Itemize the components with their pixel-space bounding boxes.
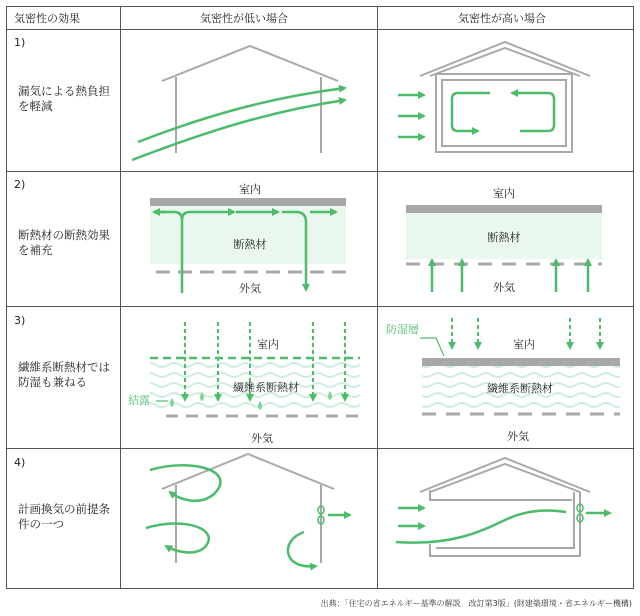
uncontrolled-airflow-loops [146,465,316,566]
house-low-airtightness-row4 [162,454,334,563]
house-low-airtightness-row1 [162,46,338,153]
row-number-3: 3) [14,314,26,327]
vapor-barrier-label: 防湿層 [386,323,419,336]
insulation-label-low-row2: 断熱材 [233,238,267,251]
indoor-label-high-row3: 室内 [513,338,535,351]
supply-air-arrows [398,508,424,526]
row-label-4: 計画換気の前提条件の一つ [18,502,110,531]
row-number-1: 1) [14,36,26,49]
fiber-insulation-label-low-row3: 繊維系断熱材 [233,381,299,394]
house-high-airtightness-row1 [420,42,590,152]
interior-board-high-row2 [406,205,602,213]
header-high-airtightness: 気密性が高い場合 [458,12,546,25]
indoor-label-high-row2: 室内 [493,187,515,200]
indoor-label-low-row3: 室内 [257,338,279,351]
outdoor-label-high-row2: 外気 [493,281,515,294]
condensation-label: 結露 [128,394,150,407]
row-label-3: 繊維系断熱材では防湿も兼ねる [18,360,110,389]
outdoor-label-low-row2: 外気 [239,282,261,295]
header-low-airtightness: 気密性が低い場合 [200,12,288,25]
row-label-1: 漏気による熱負担を軽減 [18,84,110,113]
source-citation: 出典：「住宅の省エネルギー基準の解説 改訂第3版」(財建築環境・省エネルギー機構) [320,599,632,608]
leak-airflow-arrow-upper [138,88,345,142]
row-number-4: 4) [14,456,26,469]
indoor-circulation-arrows [452,93,554,131]
vapor-barrier-leader [420,338,444,356]
blocked-air-arrows [398,95,424,137]
row-number-2: 2) [14,178,26,191]
header-effect: 気密性の効果 [14,12,80,25]
fiber-insulation-label-high-row3: 繊維系断熱材 [487,382,553,395]
outdoor-label-high-row3: 外気 [507,430,529,443]
insulation-label-high-row2: 断熱材 [487,231,521,244]
vapor-barrier-board-high-row3 [422,358,620,366]
outdoor-label-low-row3: 外気 [251,432,273,445]
interior-board-low-row2 [150,198,346,206]
indoor-label-low-row2: 室内 [239,183,261,196]
row-label-2: 断熱材の断熱効果を補充 [18,228,110,257]
